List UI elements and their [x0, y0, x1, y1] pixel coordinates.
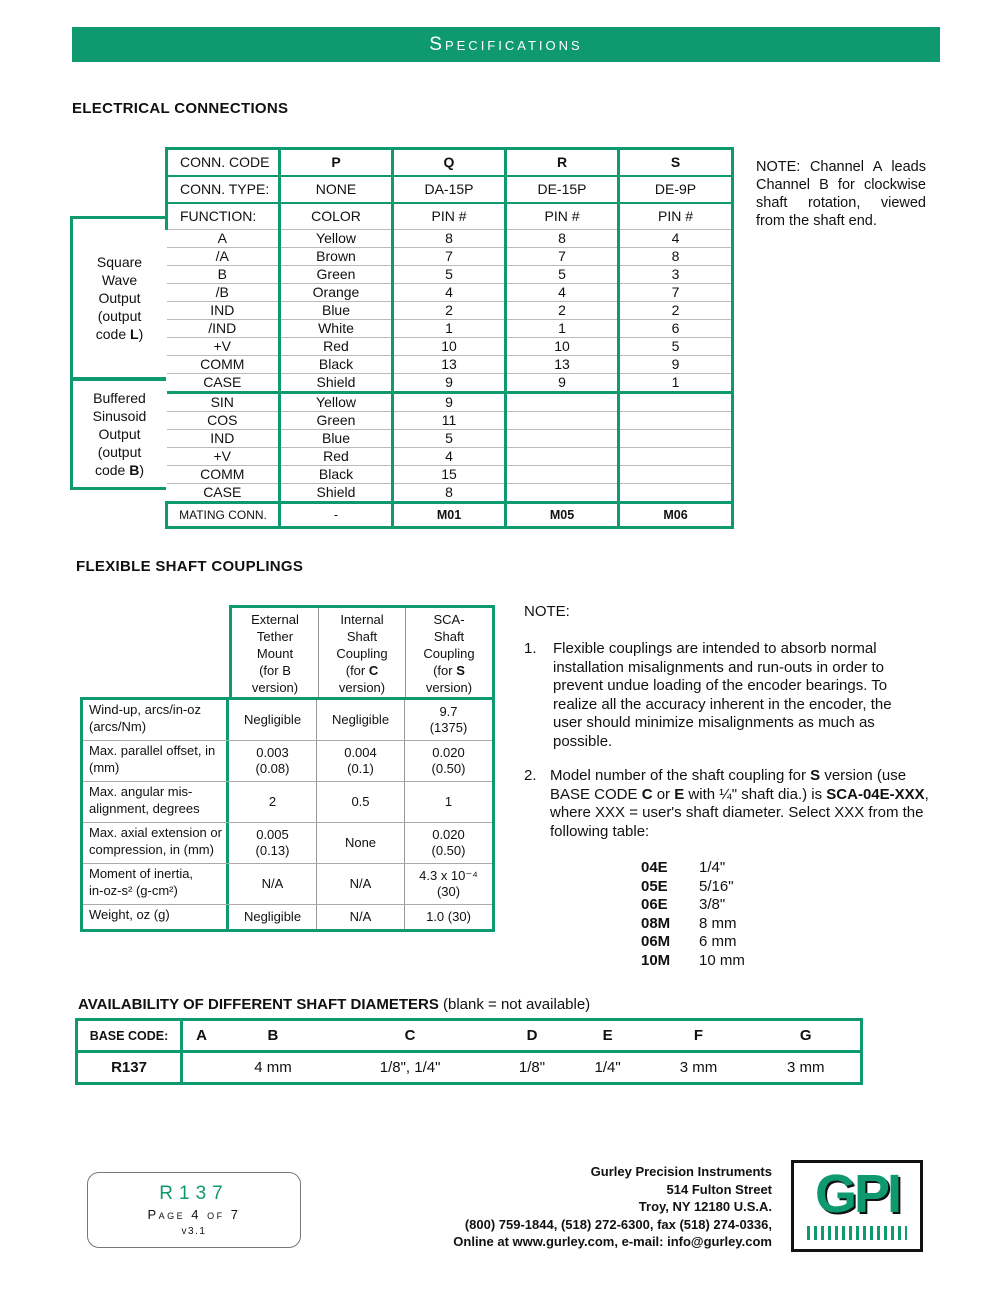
value-line: 0.003: [256, 744, 289, 760]
table-cell: 7: [619, 284, 733, 302]
table-cell: IND: [167, 302, 280, 320]
coupling-value: [405, 823, 492, 863]
size-value: 5/16": [699, 877, 734, 895]
size-value: 8 mm: [699, 914, 737, 932]
table-cell: M01: [393, 503, 506, 528]
table-cell: White: [280, 320, 393, 338]
availability-header: B: [220, 1020, 326, 1052]
header-line: Tether: [256, 629, 294, 644]
table-cell: 7: [393, 248, 506, 266]
header-line: version): [425, 680, 473, 695]
square-wave-group: [70, 216, 166, 380]
table-cell: DA-15P: [393, 176, 506, 203]
header-line: Shaft: [346, 629, 378, 644]
channel-note: NOTE: Channel A leads Channel B for clockwise shaft rotation, viewed from the shaft end.: [756, 159, 926, 229]
note-number: 1.: [524, 640, 537, 657]
table-cell: Blue: [280, 430, 393, 448]
table-cell: [619, 412, 733, 430]
table-cell: 9: [393, 374, 506, 393]
table-cell: -: [280, 503, 393, 528]
group-label: code B): [94, 462, 145, 478]
table-row: [167, 484, 733, 503]
value-line: (30): [436, 884, 461, 899]
availability-table: [75, 1018, 863, 1085]
table-cell: [619, 430, 733, 448]
header-line: version): [338, 680, 386, 695]
table-row: [167, 338, 733, 356]
availability-header: G: [751, 1020, 861, 1052]
page-info-box: [87, 1172, 301, 1248]
coupling-row-label: [83, 823, 229, 863]
table-cell: 8: [619, 248, 733, 266]
value-line: N/A: [349, 875, 372, 891]
table-cell: 9: [393, 393, 506, 412]
table-cell: 2: [393, 302, 506, 320]
table-row: [167, 284, 733, 302]
header-text: (for B: [259, 663, 291, 678]
header-line: Shaft: [433, 629, 465, 644]
table-cell: 4: [393, 448, 506, 466]
table-cell: COS: [167, 412, 280, 430]
coupling-value: [229, 741, 317, 781]
table-cell: 4: [619, 230, 733, 248]
value-line: (0.13): [255, 843, 290, 858]
table-cell: 9: [619, 356, 733, 374]
table-row: [167, 466, 733, 484]
size-row: [641, 915, 745, 934]
online: Online at www.gurley.com, e-mail: info@gurley.com: [453, 1234, 772, 1249]
couplings-header-box: [229, 605, 495, 697]
availability-header: A: [182, 1020, 220, 1052]
table-cell: M05: [506, 503, 619, 528]
table-cell: Q: [393, 149, 506, 177]
table-cell: 8: [393, 484, 506, 503]
value-line: N/A: [349, 908, 372, 924]
table-cell: PIN #: [619, 203, 733, 230]
group-label: Output: [98, 290, 141, 306]
table-cell: 10: [393, 338, 506, 356]
coupling-note-1: [524, 640, 924, 751]
value-line: Negligible: [243, 711, 302, 727]
value-line: 9.7: [439, 703, 458, 719]
city: Troy, NY 12180 U.S.A.: [638, 1199, 772, 1214]
company-address: [453, 1163, 772, 1251]
table-row: [167, 302, 733, 320]
table-row: [167, 430, 733, 448]
size-row: [641, 859, 745, 878]
header-text: (for: [433, 663, 457, 678]
size-code: 06E: [641, 896, 668, 913]
table-cell: R: [506, 149, 619, 177]
size-code: 06M: [641, 933, 671, 950]
availability-cell: 4 mm: [254, 1059, 292, 1076]
coupling-column-header: [406, 608, 492, 697]
table-cell: [619, 466, 733, 484]
availability-header: D: [494, 1020, 570, 1052]
size-value: 1/4": [699, 859, 726, 876]
group-label: (output: [97, 444, 142, 460]
availability-header: BASE CODE:: [77, 1020, 182, 1052]
size-row: [641, 896, 745, 915]
table-cell: Green: [280, 266, 393, 284]
size-code: 10M: [641, 951, 671, 969]
table-cell: 4: [506, 284, 619, 302]
availability-cell: [182, 1052, 220, 1084]
coupling-value: [317, 864, 405, 904]
electrical-heading: ELECTRICAL CONNECTIONS: [72, 100, 289, 117]
value-line: 4.3 x 10⁻⁴: [419, 867, 478, 883]
table-cell: Orange: [280, 284, 393, 302]
table-cell: PIN #: [506, 203, 619, 230]
coupling-row-label: [83, 905, 229, 929]
label-line: Wind-up, arcs/in-oz: [89, 702, 201, 717]
table-cell: M06: [619, 503, 733, 528]
model-number: R137: [159, 1183, 229, 1204]
value-line: None: [344, 834, 377, 850]
size-value: 6 mm: [699, 933, 737, 950]
note-number: 2.: [524, 767, 537, 784]
table-cell: /B: [167, 284, 280, 302]
coupling-value: [229, 782, 317, 822]
table-cell: [506, 448, 619, 466]
coupling-row-label: [83, 864, 229, 904]
table-cell: [506, 466, 619, 484]
table-cell: CONN. CODE: [167, 149, 280, 177]
availability-header: F: [645, 1020, 751, 1052]
value-line: 0.020: [432, 744, 465, 760]
phone: (800) 759-1844, (518) 272-6300, fax (518) 274-0336,: [464, 1216, 772, 1232]
table-cell: 13: [393, 356, 506, 374]
coupling-value: [229, 905, 317, 929]
table-cell: COMM: [167, 466, 280, 484]
table-cell: 11: [393, 412, 506, 430]
table-cell: Yellow: [280, 393, 393, 412]
size-code: 05E: [641, 877, 668, 895]
coupling-row: [83, 864, 492, 905]
table-row: [167, 266, 733, 284]
coupling-row-label: [83, 700, 229, 740]
table-cell: Red: [280, 338, 393, 356]
group-label: code L): [95, 326, 144, 342]
group-label: Output: [98, 426, 141, 442]
company-name: Gurley Precision Instruments: [590, 1164, 772, 1179]
page-number: Page 4 of 7: [147, 1207, 241, 1222]
value-line: N/A: [261, 875, 284, 891]
value-line: Negligible: [331, 711, 390, 727]
value-line: (0.50): [431, 761, 466, 776]
header-row: [167, 149, 733, 177]
table-cell: Blue: [280, 302, 393, 320]
table-cell: 15: [393, 466, 506, 484]
group-label: Sinusoid: [92, 408, 147, 424]
availability-heading: AVAILABILITY OF DIFFERENT SHAFT DIAMETERS (blank = not available): [78, 996, 591, 1013]
table-row: [167, 374, 733, 393]
table-cell: MATING CONN.: [167, 503, 280, 528]
table-cell: 3: [619, 266, 733, 284]
coupling-column-header: [232, 608, 319, 697]
coupling-value: [317, 782, 405, 822]
table-cell: 2: [619, 302, 733, 320]
header-line: SCA-: [433, 612, 465, 627]
availability-cell: 3 mm: [786, 1059, 825, 1076]
sinusoid-group: [70, 378, 166, 490]
table-cell: 5: [393, 430, 506, 448]
group-label: Square: [96, 254, 143, 270]
header-line: Mount: [256, 646, 294, 661]
size-value: 3/8": [699, 896, 726, 913]
table-cell: Yellow: [280, 230, 393, 248]
table-cell: [619, 484, 733, 503]
value-line: 0.005: [256, 826, 289, 842]
table-cell: 1: [619, 374, 733, 393]
table-cell: [506, 412, 619, 430]
table-cell: Green: [280, 412, 393, 430]
header-bold: S: [456, 663, 465, 678]
coupling-value: [229, 864, 317, 904]
logo-text: GPI: [814, 1164, 900, 1224]
table-cell: [619, 448, 733, 466]
table-cell: CONN. TYPE:: [167, 176, 280, 203]
table-row: [167, 230, 733, 248]
header-text: (for: [345, 663, 369, 678]
couplings-heading: FLEXIBLE SHAFT COUPLINGS: [76, 558, 304, 575]
coupling-value: [317, 741, 405, 781]
table-cell: Red: [280, 448, 393, 466]
label-line: Max. parallel offset, in: [89, 743, 216, 758]
table-cell: 2: [506, 302, 619, 320]
table-cell: 1: [393, 320, 506, 338]
table-cell: NONE: [280, 176, 393, 203]
table-cell: 13: [506, 356, 619, 374]
table-cell: [506, 484, 619, 503]
header-line: External: [251, 612, 299, 627]
logo-bars: [807, 1226, 907, 1240]
table-cell: [506, 430, 619, 448]
table-cell: +V: [167, 338, 280, 356]
table-cell: /A: [167, 248, 280, 266]
street: 514 Fulton Street: [666, 1181, 772, 1197]
header-line: [319, 662, 405, 679]
availability-cell: R137: [77, 1052, 182, 1084]
electrical-table: [165, 147, 734, 529]
shaft-size-table: [641, 859, 745, 970]
mating-row: [167, 503, 733, 528]
table-cell: /IND: [167, 320, 280, 338]
header-line: Coupling: [423, 646, 475, 661]
table-cell: CASE: [167, 484, 280, 503]
table-cell: SIN: [167, 393, 280, 412]
table-cell: +V: [167, 448, 280, 466]
coupling-value: [405, 741, 492, 781]
availability-header: C: [326, 1020, 494, 1052]
table-cell: 5: [506, 266, 619, 284]
coupling-note-2: [524, 767, 934, 841]
header-row: [167, 203, 733, 230]
group-label: Wave: [101, 272, 138, 288]
coupling-row: [83, 823, 492, 864]
value-line: (1375): [429, 720, 468, 735]
table-cell: 10: [506, 338, 619, 356]
label-line: (mm): [89, 759, 120, 775]
label-line: Max. angular mis-: [89, 784, 193, 799]
table-cell: 4: [393, 284, 506, 302]
coupling-value: [405, 782, 492, 822]
header-line: [232, 662, 318, 679]
coupling-value: [317, 700, 405, 740]
coupling-value: [405, 700, 492, 740]
version: v3.1: [181, 1226, 207, 1237]
coupling-value: [405, 864, 492, 904]
group-label: (output: [97, 308, 142, 324]
value-line: 1.0 (30): [426, 908, 471, 924]
table-cell: 7: [506, 248, 619, 266]
note-text: Flexible couplings are intended to absorb normal installation misalignments and run-outs in order to prevent undue loading of the encoder bearings. To realize all the accuracy inherent in the encoder, the user should minimize misalignments as much as possible.: [553, 640, 892, 750]
coupling-row-label: [83, 741, 229, 781]
header-row: [167, 176, 733, 203]
table-cell: DE-15P: [506, 176, 619, 203]
table-cell: CASE: [167, 374, 280, 393]
header-line: Internal: [340, 612, 384, 627]
table-row: [167, 412, 733, 430]
value-line: 0.004: [344, 744, 377, 760]
table-cell: IND: [167, 430, 280, 448]
coupling-value: [317, 905, 405, 929]
header-line: [406, 662, 492, 679]
coupling-row-label: [83, 782, 229, 822]
table-cell: B: [167, 266, 280, 284]
table-cell: Brown: [280, 248, 393, 266]
table-cell: DE-9P: [619, 176, 733, 203]
gpi-logo: [791, 1160, 923, 1252]
size-value: 10 mm: [699, 951, 745, 969]
coupling-value: [229, 823, 317, 863]
availability-cell: 1/4": [594, 1059, 621, 1076]
table-cell: Shield: [280, 374, 393, 393]
table-row: [167, 393, 733, 412]
coupling-column-header: [319, 608, 406, 697]
coupling-note-title: NOTE:: [524, 603, 570, 620]
coupling-value: [317, 823, 405, 863]
label-line: (arcs/Nm): [89, 718, 147, 734]
table-cell: 9: [506, 374, 619, 393]
label-line: Max. axial extension or: [89, 825, 222, 840]
header-line: Coupling: [336, 646, 388, 661]
table-cell: Shield: [280, 484, 393, 503]
label-line: in-oz-s² (g-cm²): [89, 882, 178, 898]
size-code: 04E: [641, 859, 668, 876]
value-line: 2: [268, 793, 277, 809]
coupling-row: [83, 782, 492, 823]
group-label: Buffered: [93, 390, 146, 406]
table-cell: [506, 393, 619, 412]
value-line: (0.08): [255, 761, 290, 776]
label-line: Moment of inertia,: [89, 866, 194, 881]
couplings-table: [80, 697, 495, 932]
table-cell: PIN #: [393, 203, 506, 230]
size-row: [641, 933, 745, 952]
table-cell: Black: [280, 356, 393, 374]
label-line: compression, in (mm): [89, 841, 214, 857]
coupling-row: [83, 905, 492, 929]
value-line: 0.5: [351, 793, 370, 809]
value-line: 0.020: [432, 826, 465, 842]
table-cell: COLOR: [280, 203, 393, 230]
table-cell: A: [167, 230, 280, 248]
value-line: (0.1): [347, 761, 374, 776]
header-bold: C: [368, 663, 379, 678]
table-cell: 5: [619, 338, 733, 356]
size-code: 08M: [641, 914, 671, 932]
table-row: [167, 448, 733, 466]
note-text: Model number of the shaft coupling for S version (use BASE CODE C or E with ¼" shaft dia.) is SCA-04E-XXX, where XXX = user's shaft diameter. Select XXX from the following table:: [550, 767, 929, 840]
header-line: version): [251, 680, 299, 695]
availability-cell: 3 mm: [679, 1059, 718, 1076]
table-cell: S: [619, 149, 733, 177]
value-line: Negligible: [243, 908, 302, 924]
label-line: Weight, oz (g): [89, 907, 170, 922]
table-row: [167, 248, 733, 266]
coupling-row: [83, 700, 492, 741]
availability-cell: 1/8", 1/4": [379, 1059, 441, 1076]
availability-header: E: [570, 1020, 646, 1052]
size-row: [641, 952, 745, 971]
table-cell: 8: [506, 230, 619, 248]
size-row: [641, 878, 745, 897]
table-cell: 1: [506, 320, 619, 338]
value-line: 1: [444, 793, 453, 809]
availability-cell: 1/8": [518, 1059, 546, 1076]
value-line: (0.50): [431, 843, 466, 858]
table-cell: 6: [619, 320, 733, 338]
label-line: alignment, degrees: [89, 800, 200, 816]
section-banner: Specifications: [72, 27, 940, 62]
table-row: [167, 356, 733, 374]
table-cell: Black: [280, 466, 393, 484]
table-cell: 8: [393, 230, 506, 248]
table-cell: FUNCTION:: [167, 203, 280, 230]
table-cell: P: [280, 149, 393, 177]
table-cell: COMM: [167, 356, 280, 374]
coupling-value: [229, 700, 317, 740]
table-row: [167, 320, 733, 338]
coupling-row: [83, 741, 492, 782]
table-cell: 5: [393, 266, 506, 284]
coupling-value: [405, 905, 492, 929]
table-cell: [619, 393, 733, 412]
